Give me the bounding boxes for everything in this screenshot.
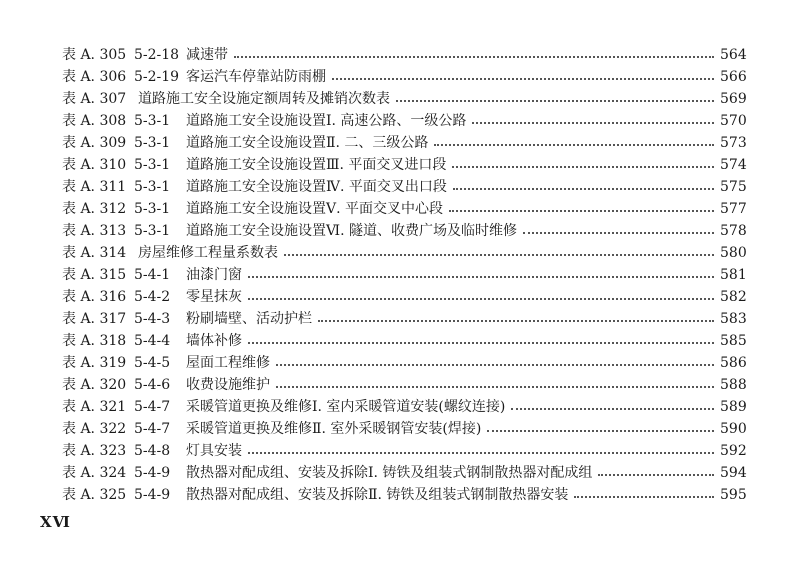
section-number: 5-4-7 bbox=[134, 399, 171, 415]
dot-leader bbox=[318, 318, 714, 322]
entry-title: 零星抹灰 bbox=[186, 289, 242, 305]
entry-title: 屋面工程维修 bbox=[186, 355, 270, 371]
section-number: 5-2-18 bbox=[134, 47, 180, 63]
entry-title: 道路施工安全设施设置Ⅲ. 平面交叉进口段 bbox=[186, 157, 447, 173]
toc-entry[interactable] bbox=[62, 154, 746, 176]
toc-entry[interactable] bbox=[62, 66, 746, 88]
section-number: 5-3-1 bbox=[134, 179, 171, 195]
toc-entry[interactable] bbox=[62, 176, 746, 198]
page-number: 566 bbox=[720, 69, 747, 85]
table-of-contents bbox=[62, 44, 746, 506]
table-id: 表 A. 308 bbox=[62, 113, 127, 129]
toc-entry[interactable] bbox=[62, 220, 746, 242]
toc-entry[interactable] bbox=[62, 462, 746, 484]
entry-title: 散热器对配成组、安装及拆除Ⅱ. 铸铁及组装式钢制散热器安装 bbox=[186, 487, 569, 503]
toc-entry[interactable] bbox=[62, 418, 746, 440]
entry-title: 房屋维修工程量系数表 bbox=[138, 245, 278, 261]
page-number: 589 bbox=[720, 399, 747, 415]
toc-entry[interactable] bbox=[62, 374, 746, 396]
dot-leader bbox=[434, 142, 714, 146]
dot-leader bbox=[452, 164, 714, 168]
section-number: 5-4-6 bbox=[134, 377, 171, 393]
page-number: 586 bbox=[720, 355, 747, 371]
dot-leader bbox=[453, 186, 714, 190]
dot-leader bbox=[574, 494, 714, 498]
table-id: 表 A. 317 bbox=[62, 311, 127, 327]
table-id: 表 A. 324 bbox=[62, 465, 127, 481]
table-id: 表 A. 319 bbox=[62, 355, 127, 371]
entry-title: 道路施工安全设施设置Ⅳ. 平面交叉出口段 bbox=[186, 179, 447, 195]
table-id: 表 A. 310 bbox=[62, 157, 127, 173]
section-number: 5-3-1 bbox=[134, 113, 171, 129]
dot-leader bbox=[248, 450, 714, 454]
toc-entry[interactable] bbox=[62, 110, 746, 132]
entry-title: 道路施工安全设施设置Ⅴ. 平面交叉中心段 bbox=[186, 201, 444, 217]
dot-leader bbox=[396, 98, 714, 102]
entry-title: 道路施工安全设施设置Ⅵ. 隧道、收费广场及临时维修 bbox=[186, 223, 517, 239]
section-number: 5-4-2 bbox=[134, 289, 171, 305]
page-number: 582 bbox=[720, 289, 747, 305]
section-number: 5-4-3 bbox=[134, 311, 171, 327]
page-number: 594 bbox=[720, 465, 747, 481]
section-number: 5-4-7 bbox=[134, 421, 171, 437]
toc-entry[interactable] bbox=[62, 198, 746, 220]
table-id: 表 A. 307 bbox=[62, 91, 127, 107]
table-id: 表 A. 312 bbox=[62, 201, 127, 217]
section-number: 5-3-1 bbox=[134, 201, 171, 217]
dot-leader bbox=[248, 340, 714, 344]
table-id: 表 A. 318 bbox=[62, 333, 127, 349]
entry-title: 道路施工安全设施设置Ⅱ. 二、三级公路 bbox=[186, 135, 429, 151]
entry-title: 散热器对配成组、安装及拆除Ⅰ. 铸铁及组装式钢制散热器对配成组 bbox=[186, 465, 593, 481]
table-id: 表 A. 309 bbox=[62, 135, 127, 151]
page-number: 564 bbox=[720, 47, 747, 63]
dot-leader bbox=[511, 406, 714, 410]
toc-entry[interactable] bbox=[62, 264, 746, 286]
dot-leader bbox=[449, 208, 714, 212]
dot-leader bbox=[276, 362, 714, 366]
toc-entry[interactable] bbox=[62, 88, 746, 110]
page-number: 581 bbox=[720, 267, 747, 283]
entry-title: 粉刷墙壁、活动护栏 bbox=[186, 311, 312, 327]
entry-title: 采暖管道更换及维修Ⅱ. 室外采暖钢管安装(焊接) bbox=[186, 421, 482, 437]
toc-entry[interactable] bbox=[62, 440, 746, 462]
entry-title: 灯具安装 bbox=[186, 443, 242, 459]
dot-leader bbox=[276, 384, 714, 388]
dot-leader bbox=[234, 54, 714, 58]
entry-title: 减速带 bbox=[186, 47, 228, 63]
table-id: 表 A. 306 bbox=[62, 69, 127, 85]
page-number: 569 bbox=[720, 91, 747, 107]
section-number: 5-4-5 bbox=[134, 355, 171, 371]
dot-leader bbox=[248, 296, 714, 300]
dot-leader bbox=[523, 230, 714, 234]
table-id: 表 A. 321 bbox=[62, 399, 127, 415]
table-id: 表 A. 322 bbox=[62, 421, 127, 437]
table-id: 表 A. 325 bbox=[62, 487, 127, 503]
table-id: 表 A. 316 bbox=[62, 289, 127, 305]
page-number: 595 bbox=[720, 487, 747, 503]
entry-title: 客运汽车停靠站防雨棚 bbox=[186, 69, 326, 85]
dot-leader bbox=[598, 472, 714, 476]
toc-entry[interactable] bbox=[62, 44, 746, 66]
entry-title: 采暖管道更换及维修Ⅰ. 室内采暖管道安装(螺纹连接) bbox=[186, 399, 506, 415]
dot-leader bbox=[472, 120, 714, 124]
page-number: 580 bbox=[720, 245, 747, 261]
page-folio: ⅩⅥ bbox=[40, 513, 71, 531]
page-number: 592 bbox=[720, 443, 747, 459]
toc-entry[interactable] bbox=[62, 352, 746, 374]
entry-title: 道路施工安全设施定额周转及摊销次数表 bbox=[138, 91, 390, 107]
toc-entry[interactable] bbox=[62, 330, 746, 352]
table-id: 表 A. 305 bbox=[62, 47, 127, 63]
section-number: 5-3-1 bbox=[134, 135, 171, 151]
section-number: 5-4-1 bbox=[134, 267, 171, 283]
section-number: 5-4-9 bbox=[134, 465, 171, 481]
page-number: 583 bbox=[720, 311, 747, 327]
dot-leader bbox=[332, 76, 714, 80]
table-id: 表 A. 311 bbox=[62, 179, 127, 195]
page-number: 578 bbox=[720, 223, 747, 239]
dot-leader bbox=[284, 252, 714, 256]
page-number: 573 bbox=[720, 135, 747, 151]
toc-entry[interactable] bbox=[62, 396, 746, 418]
toc-entry[interactable] bbox=[62, 242, 746, 264]
page-number: 574 bbox=[720, 157, 747, 173]
table-id: 表 A. 315 bbox=[62, 267, 127, 283]
page-number: 577 bbox=[720, 201, 747, 217]
section-number: 5-4-9 bbox=[134, 487, 171, 503]
entry-title: 道路施工安全设施设置Ⅰ. 高速公路、一级公路 bbox=[186, 113, 467, 129]
entry-title: 油漆门窗 bbox=[186, 267, 242, 283]
section-number: 5-4-8 bbox=[134, 443, 171, 459]
table-id: 表 A. 323 bbox=[62, 443, 127, 459]
toc-entry[interactable] bbox=[62, 484, 746, 506]
page-number: 588 bbox=[720, 377, 747, 393]
entry-title: 收费设施维护 bbox=[186, 377, 270, 393]
table-id: 表 A. 314 bbox=[62, 245, 127, 261]
entry-title: 墙体补修 bbox=[186, 333, 242, 349]
section-number: 5-2-19 bbox=[134, 69, 180, 85]
section-number: 5-3-1 bbox=[134, 157, 171, 173]
toc-entry[interactable] bbox=[62, 308, 746, 330]
toc-entry[interactable] bbox=[62, 286, 746, 308]
toc-entry[interactable] bbox=[62, 132, 746, 154]
table-id: 表 A. 313 bbox=[62, 223, 127, 239]
section-number: 5-4-4 bbox=[134, 333, 171, 349]
page-number: 590 bbox=[720, 421, 747, 437]
page-number: 570 bbox=[720, 113, 747, 129]
section-number: 5-3-1 bbox=[134, 223, 171, 239]
table-id: 表 A. 320 bbox=[62, 377, 127, 393]
dot-leader bbox=[487, 428, 714, 432]
page-number: 585 bbox=[720, 333, 747, 349]
dot-leader bbox=[248, 274, 714, 278]
page-number: 575 bbox=[720, 179, 747, 195]
